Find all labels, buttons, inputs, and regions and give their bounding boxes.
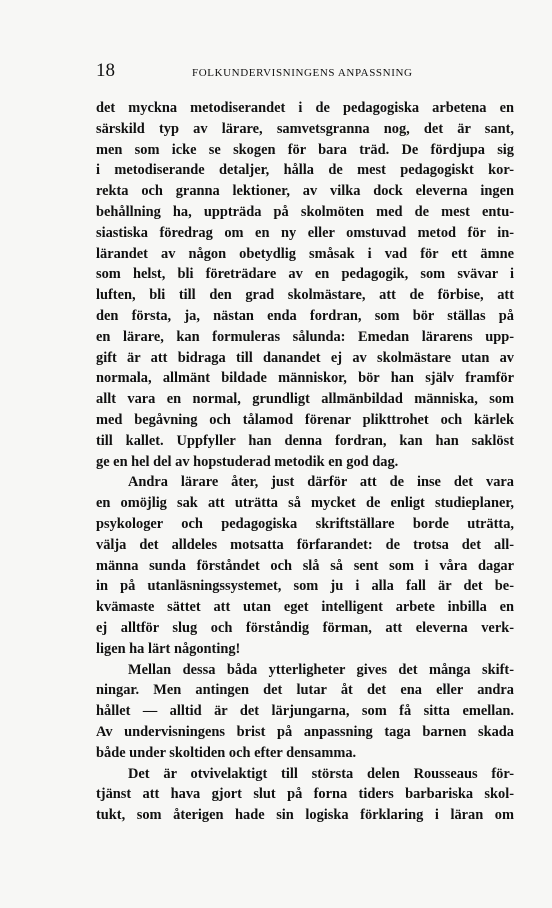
text-line: Det är otvivelaktigt till största delen Rousseaus för- bbox=[128, 765, 514, 782]
text-line: rekta och granna lektioner, av vilka dock eleverna ingen bbox=[96, 183, 514, 200]
page-number: 18 bbox=[96, 60, 115, 81]
text-line: behållning ha, uppträda på skolmöten med de mest entu- bbox=[96, 203, 514, 220]
text-line: gift är att bidraga till danandet ej av skolmästare utan av bbox=[96, 349, 514, 366]
body-text bbox=[96, 98, 514, 826]
text-line: med begåvning och tålamod förenar plikttrohet och kärlek bbox=[96, 411, 514, 428]
paragraph bbox=[96, 472, 514, 659]
text-line: en omöjlig sak att uträtta så mycket de enligt studieplaner, bbox=[96, 495, 514, 512]
text-line: lärandet av någon obetydlig småsak i vad för ett ämne bbox=[96, 245, 514, 262]
text-line: tjänst att hava gjort slut på forna tiders barbariska skol- bbox=[96, 786, 514, 803]
text-line: männa sunda förståndet och slå så sent som i våra dagar bbox=[96, 557, 514, 574]
text-line: men som icke se skogen för bara träd. De fördjupa sig bbox=[96, 141, 514, 158]
text-line: både under skoltiden och efter densamma. bbox=[96, 744, 357, 761]
paragraph bbox=[96, 660, 514, 764]
text-line: psykologer och pedagogiska skriftställare borde uträtta, bbox=[96, 515, 514, 532]
text-line: som helst, bli företrädare av en pedagogik, som svävar i bbox=[96, 266, 514, 283]
book-page bbox=[96, 60, 514, 826]
text-line: ligen ha lärt någonting! bbox=[96, 640, 241, 657]
text-line: kvämaste sättet att utan eget intelligent arbete inbilla en bbox=[96, 599, 514, 616]
text-line: i metodiserande detaljer, hålla de mest pedagogiskt kor- bbox=[96, 162, 514, 179]
text-line: siastiska föredrag om en ny eller omstuvad metod för in- bbox=[96, 224, 514, 241]
text-line: luften, bli till den grad skolmästare, att de förbise, att bbox=[96, 287, 514, 304]
text-line: Mellan dessa båda ytterligheter gives det många skift- bbox=[128, 661, 514, 678]
text-line: ej alltför slug och förståndig förman, att eleverna verk- bbox=[96, 619, 514, 636]
text-line: allt vara en normal, grundligt allmänbildad människa, som bbox=[96, 391, 514, 408]
text-line: normala, allmänt bildade människor, bör han själv framför bbox=[96, 370, 514, 387]
text-line: hållet — alltid är det lärjungarna, som få sitta emellan. bbox=[96, 703, 514, 720]
text-line: en lärare, kan formuleras sålunda: Emedan lärarens upp- bbox=[96, 328, 514, 345]
text-line: Av undervisningens brist på anpassning taga barnen skada bbox=[96, 723, 514, 740]
text-line: ge en hel del av hopstuderad metodik en god dag. bbox=[96, 453, 399, 470]
page-header bbox=[96, 60, 514, 90]
paragraph bbox=[96, 98, 514, 472]
text-line: Andra lärare åter, just därför att de inse det vara bbox=[128, 474, 514, 491]
text-line: det myckna metodiserandet i de pedagogiska arbetena en bbox=[96, 100, 514, 116]
text-line: den första, ja, nästan enda fordran, som bör ställas på bbox=[96, 307, 514, 324]
text-line: välja det alldeles motsatta förfarandet: de trotsa det all- bbox=[96, 536, 514, 553]
paragraph bbox=[96, 764, 514, 826]
text-line: tukt, som återigen hade sin logiska förklaring i läran om bbox=[96, 807, 514, 824]
text-line: ningar. Men antingen det lutar åt det ena eller andra bbox=[96, 682, 514, 699]
running-head: FOLKUNDERVISNINGENS ANPASSNING bbox=[192, 67, 413, 79]
text-line: till kallet. Uppfyller han denna fordran, kan han saklöst bbox=[96, 432, 514, 449]
text-line: särskild typ av lärare, samvetsgranna nog, det är sant, bbox=[96, 120, 514, 137]
text-line: in på utanläsningssystemet, som ju i alla fall är det be- bbox=[96, 578, 514, 595]
